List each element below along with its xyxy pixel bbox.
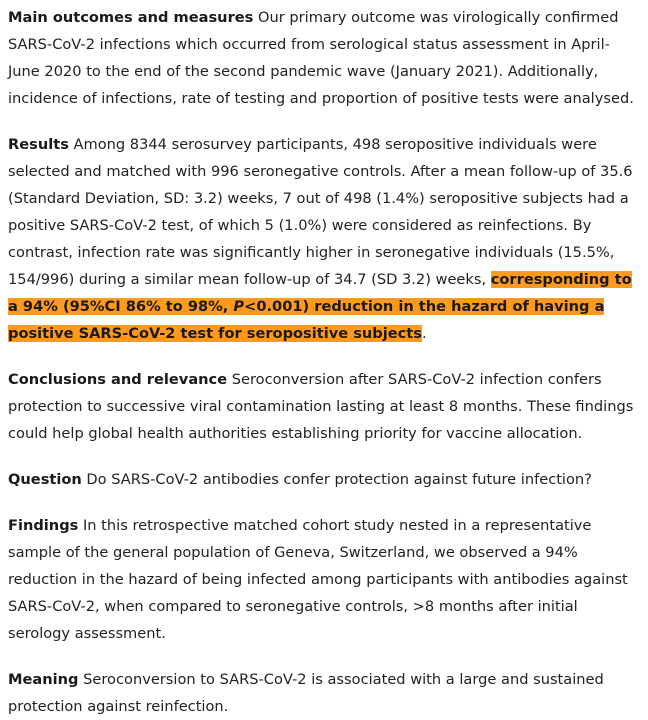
section-heading: Question (8, 471, 82, 488)
section-main-outcomes (8, 4, 634, 112)
section-text: Seroconversion after SARS-CoV-2 infection confers protection to successive viral contamination lasting at least 8 months. These findings could help global health authorities establishing priority for vaccine allocation. (8, 371, 634, 442)
section-results (8, 131, 634, 347)
section-text: Do SARS-CoV-2 antibodies confer protection against future infection? (81, 471, 592, 488)
section-text: Our primary outcome was virologically confirmed SARS-CoV-2 infections which occurred from serological status assessment in April-June 2020 to the end of the second pandemic wave (January 2021). Additionally, incidence of infections, rate of testing and proportion of positive tests were analysed. (8, 9, 634, 107)
section-text-end: . (421, 325, 427, 342)
section-question (8, 466, 634, 493)
highlighted-text: corresponding to a 94% (95%CI 86% to 98%, P<0.001) reduction in the hazard of having a positive SARS-CoV-2 test for seropositive subjects (8, 271, 632, 342)
section-heading: Findings (8, 517, 79, 534)
section-conclusions (8, 366, 634, 447)
section-heading: Conclusions and relevance (8, 371, 228, 388)
section-text: In this retrospective matched cohort study nested in a representative sample of the general population of Geneva, Switzerland, we observed a 94% reduction in the hazard of being infected among participants with antibodies against SARS-CoV-2, when compared to seronegative controls, >8 months after initial serology assessment. (8, 517, 628, 642)
section-heading: Meaning (8, 671, 79, 688)
section-findings (8, 512, 634, 647)
section-meaning (8, 666, 634, 720)
section-heading: Results (8, 136, 69, 153)
section-heading: Main outcomes and measures (8, 9, 254, 26)
section-text: Seroconversion to SARS-CoV-2 is associated with a large and sustained protection against reinfection. (8, 671, 604, 715)
section-text: Among 8344 serosurvey participants, 498 seropositive individuals were selected and matched with 996 seronegative controls. After a mean follow-up of 35.6 (Standard Deviation, SD: 3.2) weeks, 7 out of 498 (1.4%) seropositive subjects had a positive SARS-CoV-2 test, of which 5 (1.0%) were considered as reinfections. By contrast, infection rate was significantly higher in seronegative individuals (15.5%, 154/996) during a similar mean follow-up of 34.7 (SD 3.2) weeks, (8, 136, 633, 288)
